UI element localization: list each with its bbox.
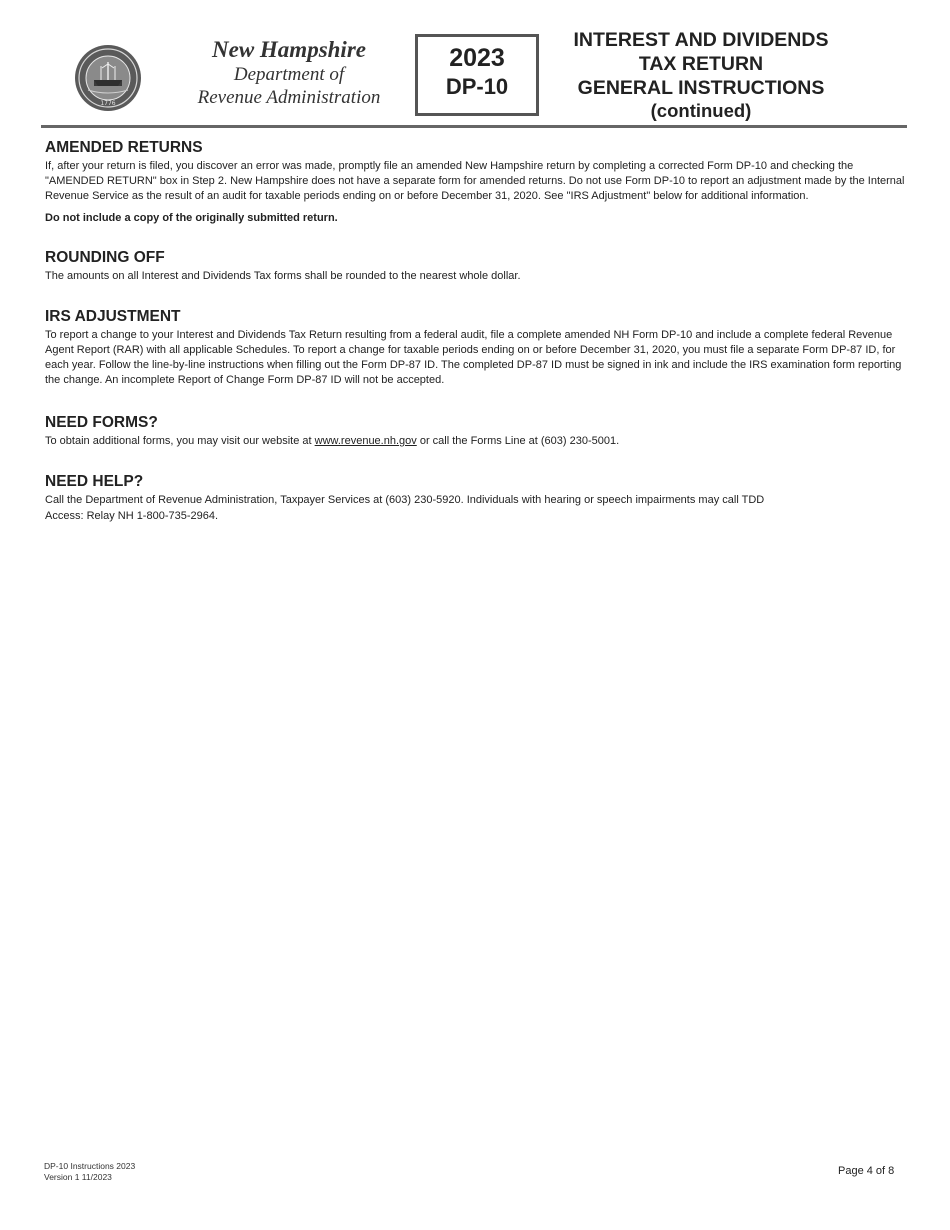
state-seal-icon xyxy=(74,44,142,112)
page-number: Page 4 of 8 xyxy=(838,1165,895,1177)
section-heading: AMENDED RETURNS xyxy=(45,139,203,156)
section-need-help xyxy=(45,472,764,524)
section-heading: IRS ADJUSTMENT xyxy=(45,308,181,325)
header-divider xyxy=(41,125,907,128)
section-note: Do not include a copy of the originally submitted return. xyxy=(45,212,338,224)
forms-text-after: or call the Forms Line at (603) 230-5001. xyxy=(416,435,620,447)
title-line-1: INTEREST AND DIVIDENDS xyxy=(573,29,829,51)
forms-text-before: To obtain additional forms, you may visit our website at xyxy=(45,435,315,447)
agency-line-1: Department of xyxy=(233,64,345,85)
section-heading: NEED HELP? xyxy=(45,473,144,490)
footer-version: Version 1 11/2023 xyxy=(44,1172,112,1182)
document-title xyxy=(545,28,857,122)
agency-state: New Hampshire xyxy=(212,37,366,62)
revenue-website-link[interactable]: www.revenue.nh.gov xyxy=(314,435,417,447)
agency-name xyxy=(160,36,418,109)
form-code: DP-10 xyxy=(445,74,509,99)
footer-doc-info xyxy=(44,1161,135,1183)
section-body: To report a change to your Interest and Dividends Tax Return resulting from a federal audit, file a complete amended NH Form DP-10 and include a complete federal Revenue Agent Report (RAR) with all applicable Schedules. To report a change for taxable periods ending on or before December 31, 2020, you must file a separate Form DP-87 ID, for each year. Follow the line-by-line instructions when filling out the Form DP-87 ID. The completed DP-87 ID must be signed in ink and include the IRS examination form reporting the change. An incomplete Report of Change Form DP-87 ID will not be accepted. xyxy=(45,329,902,386)
title-line-4: (continued) xyxy=(650,100,752,121)
section-rounding-off xyxy=(45,248,521,284)
help-line-1: Call the Department of Revenue Administration, Taxpayer Services at (603) 230-5920. Individuals with hearing or speech impairments may call TDD xyxy=(45,494,765,506)
seal-year: 1776 xyxy=(100,100,116,107)
section-body: The amounts on all Interest and Dividends Tax forms shall be rounded to the nearest whole dollar. xyxy=(45,270,521,282)
section-body xyxy=(45,434,619,449)
title-line-2: TAX RETURN xyxy=(638,53,764,75)
section-heading: NEED FORMS? xyxy=(45,414,158,431)
title-line-3: GENERAL INSTRUCTIONS xyxy=(577,77,825,99)
help-line-2: Access: Relay NH 1-800-735-2964. xyxy=(45,510,219,522)
form-id-box xyxy=(415,34,539,116)
section-body: If, after your return is filed, you discover an error was made, promptly file an amended New Hampshire return by completing a corrected Form DP-10 and checking the "AMENDED RETURN" box in Step 2. New Hampshire does not have a separate form for amended returns. Do not use Form DP-10 to report an adjustment made by the Internal Revenue Service as the result of an audit for taxable periods ending on or before December 31, 2020. See "IRS Adjustment" below for additional information. xyxy=(45,160,905,202)
footer-doc-name: DP-10 Instructions 2023 xyxy=(44,1161,136,1171)
section-need-forms xyxy=(45,413,619,449)
agency-line-2: Revenue Administration xyxy=(197,87,381,108)
page-header xyxy=(0,0,950,130)
section-amended-returns xyxy=(45,138,907,226)
section-heading: ROUNDING OFF xyxy=(45,249,165,266)
section-irs-adjustment xyxy=(45,307,907,388)
form-year: 2023 xyxy=(449,44,505,72)
